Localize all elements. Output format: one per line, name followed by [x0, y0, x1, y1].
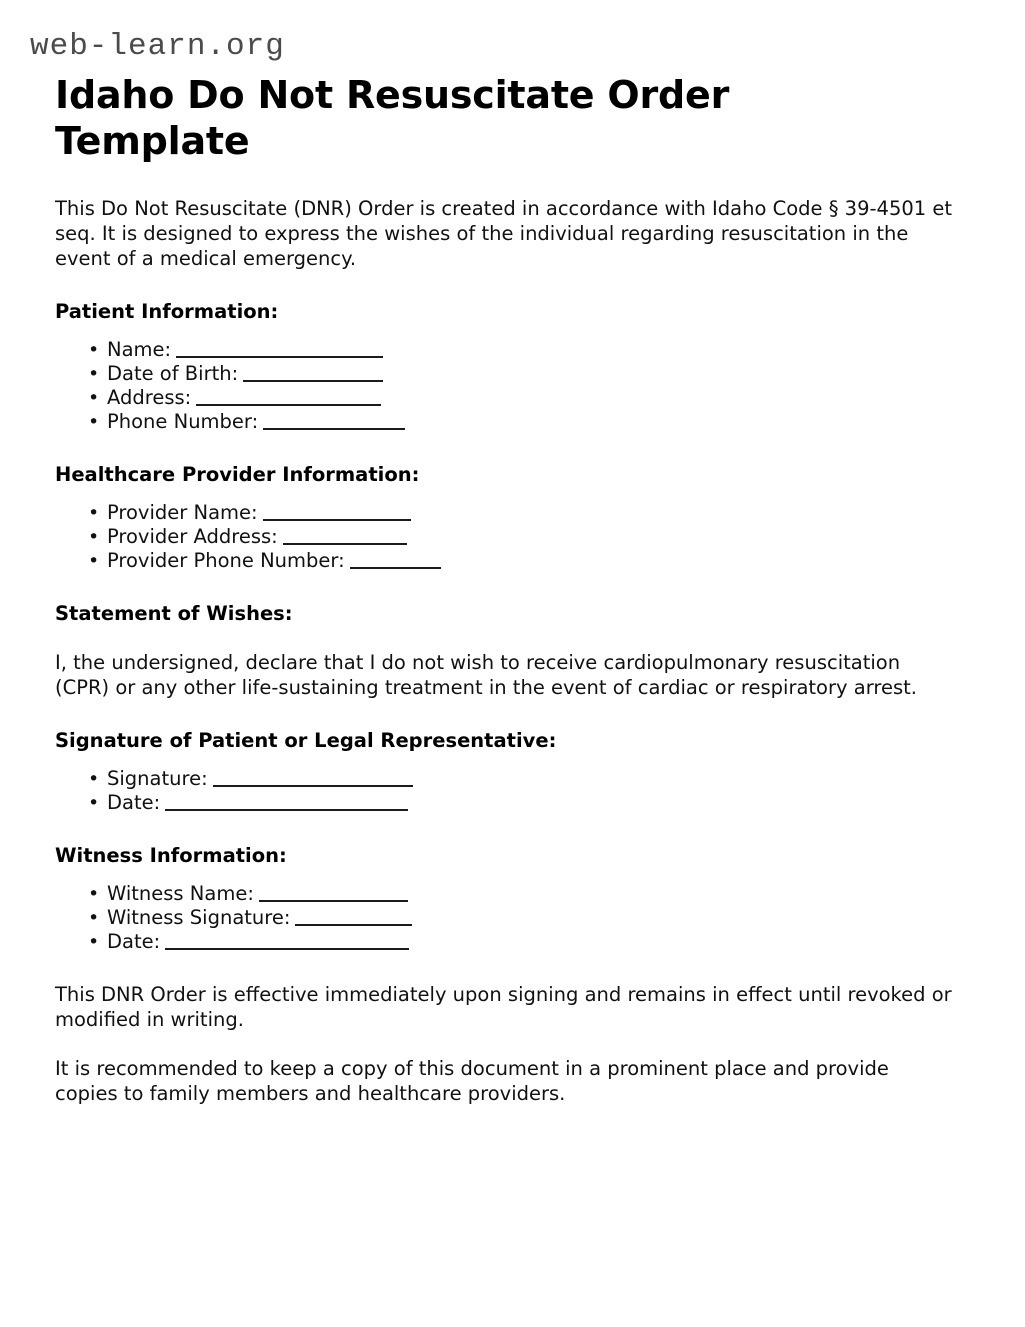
- form-field-row: [107, 501, 957, 525]
- section-heading-witness-information: Witness Information:: [55, 844, 287, 867]
- form-field-row: [107, 549, 957, 573]
- form-field-label: Address:: [107, 386, 192, 409]
- spacer: [55, 434, 957, 462]
- form-field-row: [107, 386, 957, 410]
- spacer: [55, 815, 957, 843]
- form-field-label: Name:: [107, 338, 172, 361]
- form-field-blank-line[interactable]: [213, 770, 413, 787]
- spacer: [55, 164, 957, 196]
- form-field-blank-line[interactable]: [263, 504, 411, 521]
- spacer: [55, 954, 957, 982]
- section-heading-patient-information: Patient Information:: [55, 300, 279, 323]
- effective-notice-paragraph: This DNR Order is effective immediately upon signing and remains in effect until revoked or modified in writing.: [55, 983, 952, 1031]
- form-field-label: Date:: [107, 930, 161, 953]
- form-field-label: Provider Address:: [107, 525, 278, 548]
- spacer: [55, 700, 957, 728]
- witness-information-field-list: [55, 882, 957, 954]
- section-heading-signature: Signature of Patient or Legal Representative:: [55, 729, 557, 752]
- site-watermark: web-learn.org: [30, 29, 285, 64]
- intro-paragraph: This Do Not Resuscitate (DNR) Order is created in accordance with Idaho Code § 39-4501 et seq. It is designed to express the wishes of the individual regarding resuscitation in the event of a medical emergency.: [55, 197, 952, 270]
- spacer: [55, 573, 957, 601]
- form-field-blank-line[interactable]: [243, 365, 383, 382]
- form-field-row: [107, 362, 957, 386]
- form-field-label: Provider Name:: [107, 501, 258, 524]
- patient-information-field-list: [55, 338, 957, 434]
- recommendation-paragraph: It is recommended to keep a copy of this document in a prominent place and provide copies to family members and healthcare providers.: [55, 1057, 889, 1105]
- form-field-blank-line[interactable]: [165, 794, 408, 811]
- form-field-label: Phone Number:: [107, 410, 259, 433]
- form-field-row: [107, 906, 957, 930]
- form-field-row: [107, 338, 957, 362]
- form-field-label: Date:: [107, 791, 161, 814]
- form-field-row: [107, 525, 957, 549]
- form-field-blank-line[interactable]: [263, 413, 405, 430]
- signature-field-list: [55, 767, 957, 815]
- form-field-label: Provider Phone Number:: [107, 549, 345, 572]
- spacer: [55, 1032, 957, 1056]
- form-field-blank-line[interactable]: [350, 552, 441, 569]
- form-field-blank-line[interactable]: [295, 909, 412, 926]
- form-field-blank-line[interactable]: [165, 933, 409, 950]
- form-field-blank-line[interactable]: [283, 528, 407, 545]
- statement-of-wishes-body: I, the undersigned, declare that I do not wish to receive cardiopulmonary resuscitation (CPR) or any other life-sustaining treatment in the event of cardiac or respiratory arrest.: [55, 651, 917, 699]
- form-field-blank-line[interactable]: [176, 341, 383, 358]
- form-field-blank-line[interactable]: [259, 885, 408, 902]
- spacer: [55, 271, 957, 299]
- form-field-row: [107, 930, 957, 954]
- form-field-row: [107, 882, 957, 906]
- section-heading-statement-of-wishes: Statement of Wishes:: [55, 602, 293, 625]
- section-heading-healthcare-provider-information: Healthcare Provider Information:: [55, 463, 420, 486]
- form-field-blank-line[interactable]: [196, 389, 381, 406]
- document-content: [55, 72, 957, 1106]
- page-title: Idaho Do Not Resuscitate Order Template: [55, 73, 730, 163]
- form-field-row: [107, 410, 957, 434]
- form-field-row: [107, 791, 957, 815]
- form-field-label: Date of Birth:: [107, 362, 239, 385]
- form-field-label: Witness Signature:: [107, 906, 291, 929]
- form-field-label: Signature:: [107, 767, 208, 790]
- provider-information-field-list: [55, 501, 957, 573]
- form-field-label: Witness Name:: [107, 882, 254, 905]
- form-field-row: [107, 767, 957, 791]
- spacer: [55, 626, 957, 650]
